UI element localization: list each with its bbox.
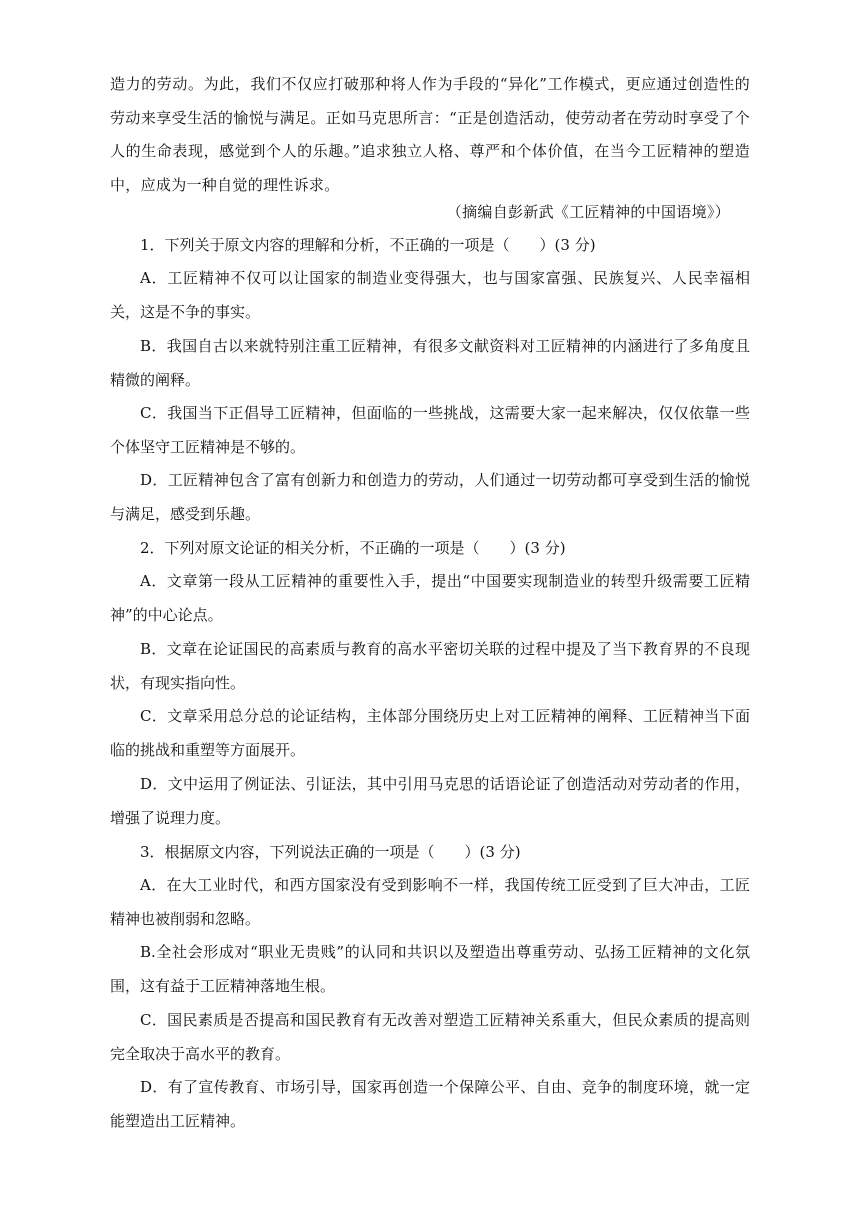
question-1-stem: 1．下列关于原文内容的理解和分析，不正确的一项是（ ）(3 分)	[140, 236, 596, 254]
question-2-option-c: C．文章采用总分总的论证结构，主体部分围绕历史上对工匠精神的阐释、工匠精神当下面临的挑战和重塑等方面展开。	[110, 707, 750, 759]
question-1-option-d: D．工匠精神包含了富有创新力和创造力的劳动，人们通过一切劳动都可享受到生活的愉悦与满足，感受到乐趣。	[110, 471, 750, 523]
question-2-option-a: A．文章第一段从工匠精神的重要性入手，提出“中国要实现制造业的转型升级需要工匠精神”的中心论点。	[110, 572, 750, 624]
question-2-option-b: B．文章在论证国民的高素质与教育的高水平密切关联的过程中提及了当下教育界的不良现状，有现实指向性。	[110, 640, 750, 692]
question-1-option-b: B．我国自古以来就特别注重工匠精神，有很多文献资料对工匠精神的内涵进行了多角度且精微的阐释。	[110, 337, 750, 389]
question-3-option-d: D．有了宣传教育、市场引导，国家再创造一个保障公平、自由、竞争的制度环境，就一定能塑造出工匠精神。	[110, 1078, 750, 1130]
passage-source: （摘编自彭新武《工匠精神的中国语境》）	[446, 203, 730, 221]
question-3-option-b: B.全社会形成对“职业无贵贱”的认同和共识以及塑造出尊重劳动、弘扬工匠精神的文化氛围，这有益于工匠精神落地生根。	[110, 943, 750, 995]
question-3-option-c: C．国民素质是否提高和国民教育有无改善对塑造工匠精神关系重大，但民众素质的提高则完全取决于高水平的教育。	[110, 1011, 750, 1063]
question-2-option-d: D．文中运用了例证法、引证法，其中引用马克思的话语论证了创造活动对劳动者的作用，增强了说理力度。	[110, 775, 750, 827]
passage-paragraph: 造力的劳动。为此，我们不仅应打破那种将人作为手段的“异化”工作模式，更应通过创造性的劳动来享受生活的愉悦与满足。正如马克思所言：“正是创造活动，使劳动者在劳动时享受了个人的生命表现，感觉到个人的乐趣。”追求独立人格、尊严和个体价值，在当今工匠精神的塑造中，应成为一种自觉的理性诉求。	[110, 75, 750, 194]
question-1-option-c: C．我国当下正倡导工匠精神，但面临的一些挑战，这需要大家一起来解决，仅仅依靠一些个体坚守工匠精神是不够的。	[110, 404, 750, 456]
question-3-option-a: A．在大工业时代，和西方国家没有受到影响不一样，我国传统工匠受到了巨大冲击，工匠精神也被削弱和忽略。	[110, 876, 750, 928]
question-3-stem: 3．根据原文内容，下列说法正确的一项是（ ）(3 分)	[140, 843, 521, 861]
question-1-option-a: A．工匠精神不仅可以让国家的制造业变得强大，也与国家富强、民族复兴、人民幸福相关，这是不争的事实。	[110, 269, 750, 321]
question-2-stem: 2．下列对原文论证的相关分析，不正确的一项是（ ）(3 分)	[140, 539, 566, 557]
